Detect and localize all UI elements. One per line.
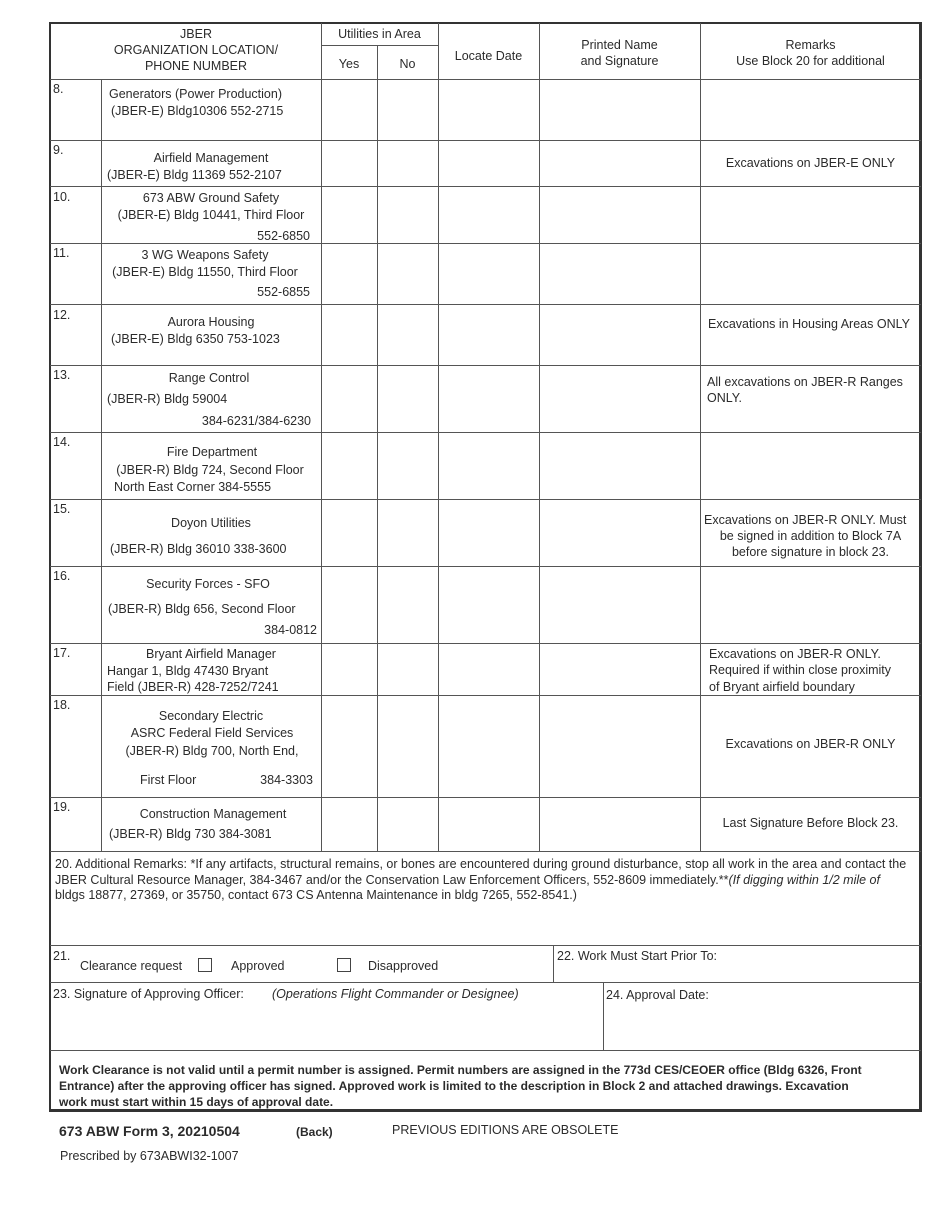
row-org-name: Airfield Management [153,151,269,165]
row-org-location: ASRC Federal Field Services [130,726,294,740]
disapproved-checkbox[interactable] [337,958,351,972]
form-id: 673 ABW Form 3, 20210504 [59,1123,240,1139]
row-line [50,643,921,644]
row-org-location: (JBER-R) Bldg 36010 338-3600 [110,542,287,556]
row-org-location: (JBER-R) Bldg 724, Second Floor [116,463,304,477]
header-org-subtitle: ORGANIZATION LOCATION/ [113,43,279,57]
row-org-name: Construction Management [139,807,287,821]
row-org-location: (JBER-E) Bldg 11369 552-2107 [107,168,282,182]
row-org-name: Security Forces - SFO [146,577,270,591]
row-org-location: (JBER-R) Bldg 59004 [107,392,228,406]
row-org-location: (JBER-R) Bldg 700, North End, [125,744,299,758]
block20-text: JBER Cultural Resource Manager, 384-3467 and/or the Conservation Law Enforcement Officers, 552-8609 immediately.** [55,873,729,887]
header-remarks-note: Use Block 20 for additional [736,54,885,68]
header-signature: and Signature [580,54,659,68]
row-org-phone: 384-3303 [260,773,313,787]
permit-notice: Entrance) after the approving officer has signed. Approved work is limited to the description in Block 2 and attached drawings. Excavation [59,1079,849,1093]
row-number: 13. [53,368,71,382]
row-remark: ONLY. [707,391,742,405]
row-number: 17. [53,646,71,660]
block20-remarks-line3: bldgs 18877, 27369, or 35750, contact 673 CS Antenna Maintenance in bldg 7265, 552-8541.) [55,888,577,902]
block20-remarks-line2 [55,872,880,888]
col-line-no [377,46,378,851]
row-line [50,499,921,500]
row-line [50,243,921,244]
row-line [50,851,921,852]
permit-notice: Work Clearance is not valid until a permit number is assigned. Permit numbers are assigned in the 773d CES/CEOER office (Bldg 6326, Front [59,1063,862,1077]
row-org-phone: 552-6850 [257,229,310,243]
row-number: 19. [53,800,71,814]
row-org-phone: Field (JBER-R) 428-7252/7241 [107,680,279,694]
row-remark: Excavations on JBER-R ONLY. [709,647,881,661]
block24-divider [603,982,604,1050]
row-org-location: (JBER-R) Bldg 656, Second Floor [108,602,296,616]
row-remark: be signed in addition to Block 7A [719,529,902,543]
row-number: 8. [53,82,64,96]
form-side: (Back) [296,1125,333,1139]
row-number: 14. [53,435,71,449]
row-number: 10. [53,190,71,204]
block23-note: (Operations Flight Commander or Designee) [272,987,519,1001]
row-org-location: (JBER-R) Bldg 730 384-3081 [109,827,272,841]
permit-notice: work must start within 15 days of approval date. [59,1095,334,1109]
row-number: 18. [53,698,71,712]
row-org-name: Generators (Power Production) [109,87,282,101]
row-line [50,304,921,305]
row-org-name: 3 WG Weapons Safety [141,248,269,262]
row-org-floor: First Floor [140,773,197,787]
block20-italic: (If digging within 1/2 mile of [728,873,880,887]
row-remark: Excavations on JBER-E ONLY [725,156,896,170]
row-org-name: Range Control [168,371,250,385]
row-org-location: (JBER-E) Bldg10306 552-2715 [111,104,284,118]
row-remark: Excavations on JBER-R ONLY. Must [704,513,907,527]
header-org-title: JBER [180,27,212,41]
prescribed-by: Prescribed by 673ABWI32-1007 [60,1149,239,1163]
row-remark: of Bryant airfield boundary [709,680,855,694]
block22-label: 22. Work Must Start Prior To: [557,949,718,963]
row-org-name: Doyon Utilities [171,516,251,530]
block-line [50,982,921,983]
row-line [50,566,921,567]
approved-checkbox[interactable] [198,958,212,972]
block-line [50,945,921,946]
block24-label: 24. Approval Date: [606,988,709,1002]
row-remark: before signature in block 23. [731,545,890,559]
header-printed-name: Printed Name [581,38,658,52]
row-remark: All excavations on JBER-R Ranges [707,375,903,389]
approved-label: Approved [231,959,285,973]
row-line [50,186,921,187]
row-number: 15. [53,502,71,516]
block20-remarks: 20. Additional Remarks: *If any artifacts, structural remains, or bones are encountered during ground disturbance, stop all work in the area and contact the [55,857,907,871]
header-org-phone: PHONE NUMBER [144,59,248,73]
col-line-locate [438,23,439,851]
row-remark: Excavations on JBER-R ONLY [725,737,896,751]
block-line [50,1050,921,1051]
row-org-phone: 552-6855 [257,285,310,299]
row-org-name: Fire Department [166,445,258,459]
row-org-name: Aurora Housing [167,315,255,329]
row-org-name: 673 ABW Ground Safety [142,191,280,205]
row-org-location: (JBER-E) Bldg 6350 753-1023 [111,332,280,346]
obsolete-notice: PREVIOUS EDITIONS ARE OBSOLETE [392,1123,619,1137]
row-org-phone: 384-0812 [264,623,317,637]
header-remarks: Remarks [785,38,836,52]
row-line [50,432,921,433]
work-start-date-field[interactable] [740,963,910,979]
header-yes: Yes [338,57,360,71]
row-org-name: Bryant Airfield Manager [146,647,276,661]
row-remark: Excavations in Housing Areas ONLY [708,317,910,331]
approval-date-field[interactable] [610,1005,910,1045]
block23-label: 23. Signature of Approving Officer: [53,987,244,1001]
row-number: 16. [53,569,71,583]
row-org-location: Hangar 1, Bldg 47430 Bryant [107,664,269,678]
row-line [50,79,921,80]
block21-number: 21. [53,949,71,963]
col-line-printed [539,23,540,851]
row-org-location: (JBER-E) Bldg 10441, Third Floor [117,208,305,222]
row-org-location: (JBER-E) Bldg 11550, Third Floor [112,265,298,279]
row-org-phone: 384-6231/384-6230 [201,414,311,428]
row-org-phone: North East Corner 384-5555 [114,480,272,494]
block22-divider [553,945,554,982]
row-remark: Required if within close proximity [709,663,892,677]
util-divider [321,45,438,46]
row-line [50,365,921,366]
row-line [50,797,921,798]
row-number: 12. [53,308,71,322]
row-line [50,140,921,141]
header-utilities: Utilities in Area [338,27,421,41]
row-org-name: Secondary Electric [158,709,264,723]
disapproved-label: Disapproved [368,959,439,973]
col-line-remarks [700,23,701,851]
row-remark: Last Signature Before Block 23. [722,816,899,830]
row-line [50,695,921,696]
block21-label: Clearance request [80,959,183,973]
header-no: No [399,57,416,71]
header-locate-date: Locate Date [454,49,523,63]
approving-officer-signature-field[interactable] [55,1005,595,1045]
row-number: 11. [53,246,70,260]
row-number: 9. [53,143,64,157]
